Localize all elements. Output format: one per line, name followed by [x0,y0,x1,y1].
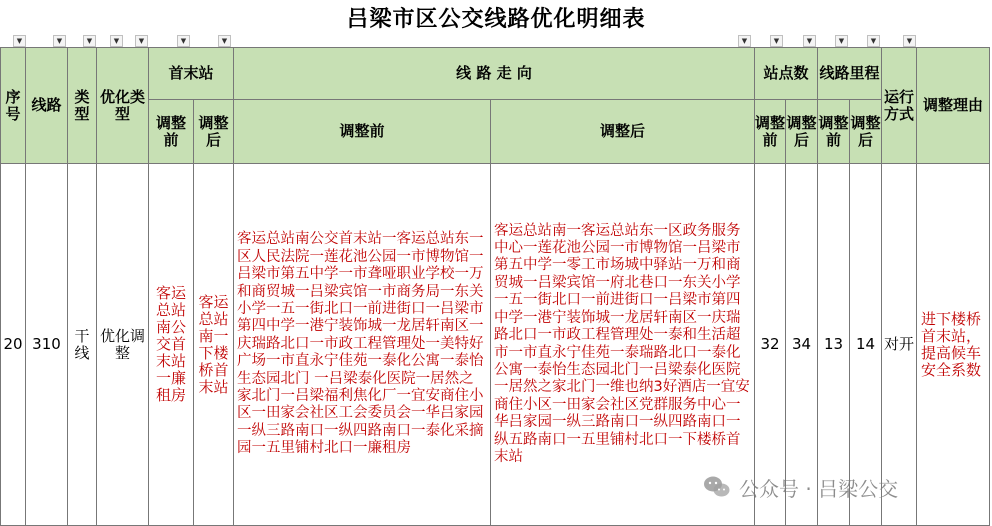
header-operation: 运行方式 [882,48,917,164]
cell-type: 干线 [68,164,97,526]
header-mileage-after: 调整后 [850,100,882,164]
header-reason: 调整理由 [917,48,990,164]
cell-reason: 进下楼桥首末站，提高候车安全系数 [917,164,990,526]
filter-dropdown-arrow-icon[interactable]: ▼ [218,35,231,47]
cell-operation: 对开 [882,164,917,526]
header-mileage: 线路里程 [818,48,882,100]
filter-dropdown-arrow-icon[interactable]: ▼ [13,35,26,47]
filter-dropdown-arrow-icon[interactable]: ▼ [177,35,190,47]
filter-row [0,34,992,47]
filter-dropdown-arrow-icon[interactable]: ▼ [903,35,916,47]
header-stops-after: 调整后 [786,100,818,164]
header-seq: 序号 [1,48,26,164]
filter-dropdown-arrow-icon[interactable]: ▼ [867,35,880,47]
cell-stops-before: 32 [755,164,786,526]
watermark-text: 公众号 · 吕梁公交 [739,476,899,501]
header-stops-before: 调整前 [755,100,786,164]
table-title: 吕梁市区公交线路优化明细表 [346,6,646,32]
watermark [703,471,898,503]
filter-dropdown-arrow-icon[interactable]: ▼ [135,35,148,47]
filter-dropdown-arrow-icon[interactable]: ▼ [110,35,123,47]
header-stops: 站点数 [755,48,818,100]
filter-dropdown-arrow-icon[interactable]: ▼ [738,35,751,47]
header-route-before: 调整前 [234,100,491,164]
cell-route-after: 客运总站南一客运总站东一区政务服务中心一莲花池公园一市博物馆一吕梁市第五中学一零工市场城中驿站一万和商贸城一吕梁宾馆一府北巷口一东关小学一五一街北口一前进街口一吕梁市第四中学一港宁装饰城一龙居轩南区一庆瑞路北口一市政工程管理处一泰和生活超市一市直永宁佳苑一泰瑞路北口一泰化公寓一泰怡生态园北门一吕梁泰化医院一居然之家北门一维也纳3好酒店一宜安商住小区一田家会社区党群服务中心一华吕家园一纵三路南口一纵四路南口一纵五路南口一五里铺村北口一下楼桥首末站 [491,164,755,526]
cell-opt-type: 优化调整 [97,164,149,526]
header-opt-type: 优化类型 [97,48,149,164]
header-route: 线 路 走 向 [234,48,755,100]
cell-terminal-before: 客运总站南公交首末站一廉租房 [149,164,194,526]
cell-line: 310 [26,164,68,526]
route-table [0,47,990,526]
cell-route-before: 客运总站南公交首末站一客运总站东一区人民法院一莲花池公园一市博物馆一吕梁市第五中学一市聋哑职业学校一万和商贸城一吕梁宾馆一市商务局一东关小学一五一街北口一前进街口一吕梁市第四中学一港宁装饰城一龙居轩南区一庆瑞路北口一市政工程管理处一美特好广场一市直永宁佳苑一泰化公寓一泰怡生态园北门 一吕梁泰化医院一居然之家北门一吕梁福利焦化厂一宜安商住小区一田家会社区工会委员会一华吕家园一纵三路南口一纵四路南口一泰化采摘园一五里铺村北口一廉租房 [234,164,491,526]
header-terminal-before: 调整前 [149,100,194,164]
cell-mileage-before: 13 [818,164,850,526]
header-mileage-before: 调整前 [818,100,850,164]
cell-seq: 20 [1,164,26,526]
header-terminal: 首末站 [149,48,234,100]
filter-dropdown-arrow-icon[interactable]: ▼ [83,35,96,47]
cell-mileage-after: 14 [850,164,882,526]
cell-terminal-after: 客运总站南一下楼桥首末站 [194,164,234,526]
filter-dropdown-arrow-icon[interactable]: ▼ [770,35,783,47]
filter-dropdown-arrow-icon[interactable]: ▼ [803,35,816,47]
cell-stops-after: 34 [786,164,818,526]
header-line: 线路 [26,48,68,164]
header-route-after: 调整后 [491,100,755,164]
filter-dropdown-arrow-icon[interactable]: ▼ [53,35,66,47]
filter-dropdown-arrow-icon[interactable]: ▼ [835,35,848,47]
header-type: 类型 [68,48,97,164]
header-terminal-after: 调整后 [194,100,234,164]
wechat-icon [703,475,731,499]
